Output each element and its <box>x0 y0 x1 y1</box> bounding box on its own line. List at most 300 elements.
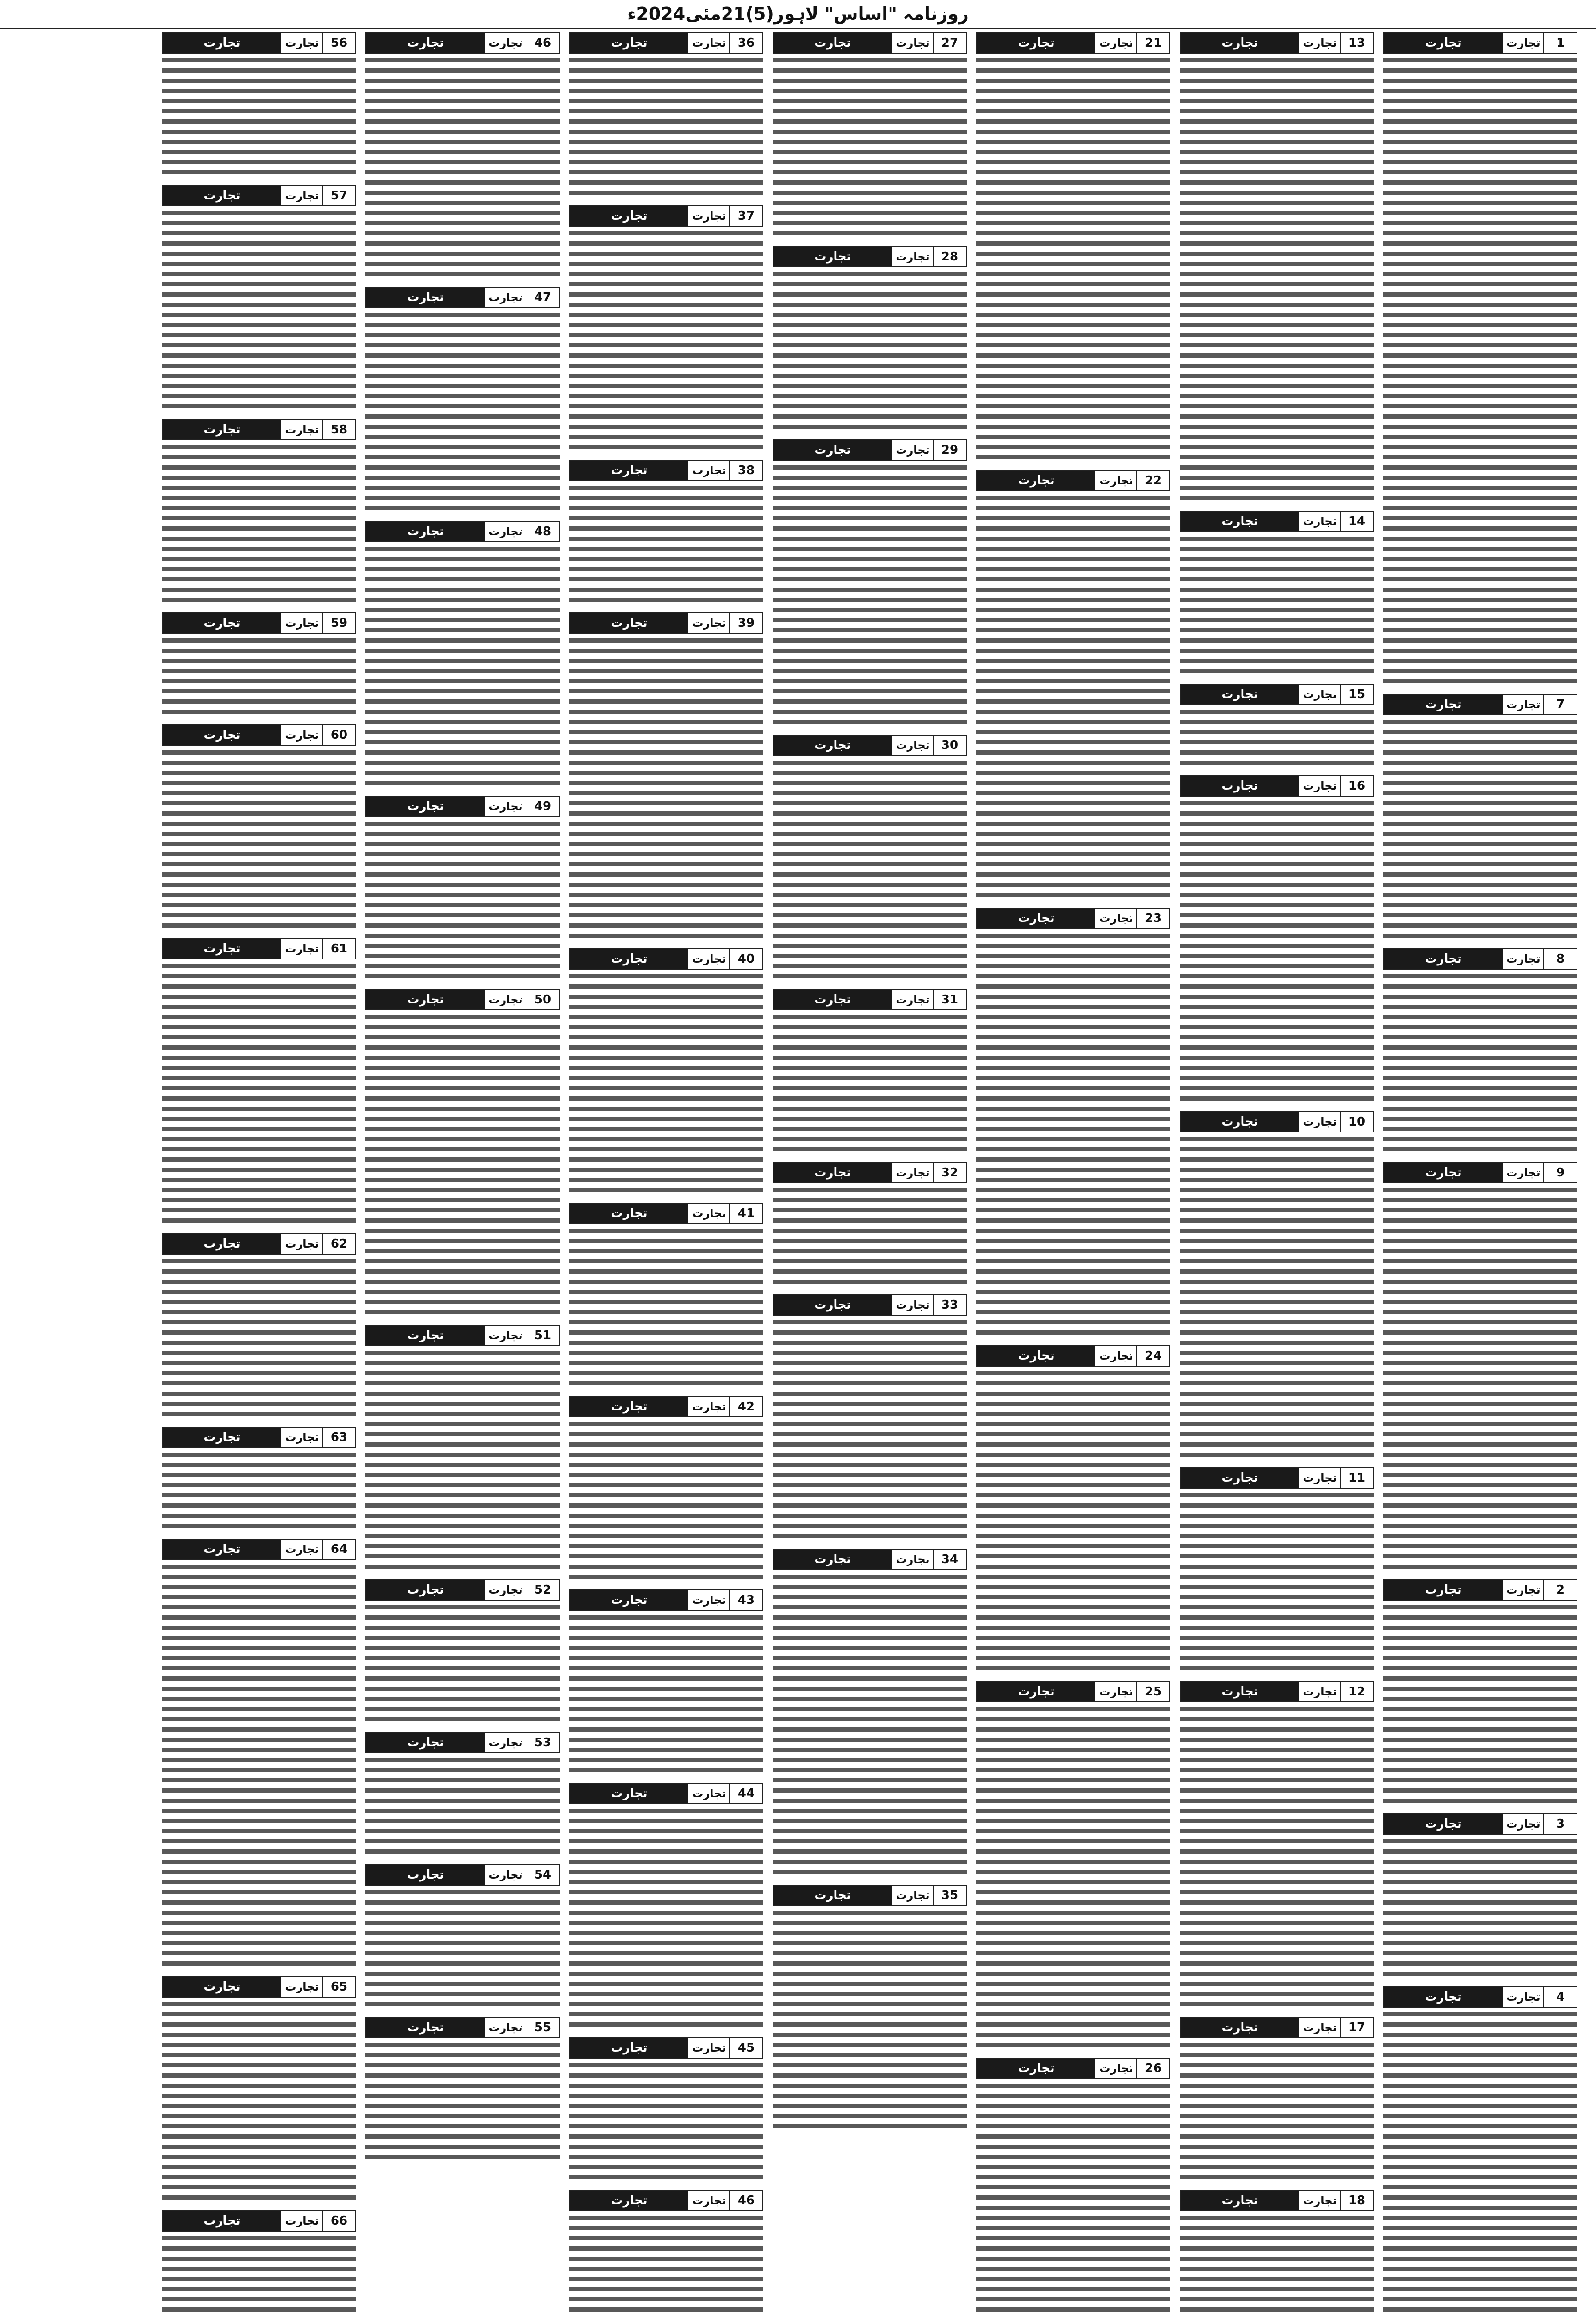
notice-number: 26 <box>1136 2059 1169 2078</box>
notice-article <box>1383 1986 1577 2313</box>
notice-article <box>1383 1162 1577 1573</box>
notice-label: تجارت <box>896 444 930 457</box>
notice-body-text <box>1383 718 1577 942</box>
notice-article <box>365 32 560 280</box>
notice-number: 61 <box>322 939 355 959</box>
notice-label: تجارت <box>489 1329 523 1342</box>
notice-title-bar <box>1181 2191 1299 2210</box>
notice-header <box>1383 32 1577 54</box>
notice-article <box>773 989 967 1156</box>
notice-number: 11 <box>1340 1468 1373 1488</box>
notice-header <box>569 612 763 634</box>
notice-number: 1 <box>1543 33 1577 53</box>
notice-title-bar <box>163 1234 281 1254</box>
notice-number: 22 <box>1136 471 1169 490</box>
notice-label: تجارت <box>896 250 930 263</box>
notice-title-bar <box>570 461 688 480</box>
notice-number: 56 <box>322 33 355 53</box>
notice-title: تجارت <box>204 1980 241 1994</box>
notice-header <box>162 185 356 206</box>
notice-header <box>1180 2017 1374 2038</box>
notice-label: تجارت <box>1303 1472 1337 1484</box>
notice-title: تجارت <box>1221 36 1258 50</box>
notice-article <box>569 205 763 453</box>
notice-header <box>1383 694 1577 715</box>
notice-title-bar <box>366 797 485 816</box>
notice-header <box>773 989 967 1010</box>
notice-number: 46 <box>526 33 559 53</box>
notice-article <box>162 419 356 606</box>
notice-label: تجارت <box>692 2194 726 2207</box>
notice-article <box>365 1325 560 1573</box>
notice-label: تجارت <box>1506 1991 1540 2004</box>
notice-title: تجارت <box>1221 1115 1258 1129</box>
notice-article <box>569 460 763 606</box>
notice-article <box>1180 511 1374 677</box>
notice-article <box>773 32 967 240</box>
notice-body-text <box>1383 972 1577 1156</box>
notice-header <box>365 989 560 1010</box>
notice-title: تجارت <box>407 799 444 813</box>
notice-title: تجارت <box>204 728 241 742</box>
notice-header <box>569 205 763 227</box>
notice-title-bar <box>366 990 485 1009</box>
notice-body-text <box>773 464 967 728</box>
notice-label: تجارت <box>285 423 319 436</box>
notice-article <box>773 1162 967 1288</box>
notice-title: تجارت <box>407 36 444 50</box>
notice-title: تجارت <box>1018 2061 1055 2075</box>
notice-body-text <box>773 1573 967 1878</box>
notice-title-bar <box>366 1733 485 1752</box>
notice-body-text <box>569 1420 763 1583</box>
masthead-title: روزنامہ "اساس" لاہور(5)21مئی2024ء <box>627 4 969 24</box>
notice-title: تجارت <box>814 1166 851 1180</box>
notice-article <box>773 439 967 728</box>
notice-title-bar <box>1384 1814 1503 1834</box>
notice-header <box>773 1294 967 1316</box>
notice-body-text <box>1180 1135 1374 1461</box>
notice-header <box>569 2037 763 2059</box>
masthead <box>0 0 1596 29</box>
notice-title-bar <box>366 288 485 307</box>
notice-number: 14 <box>1340 512 1373 531</box>
notice-title: تجارت <box>611 209 648 223</box>
notice-header <box>976 1681 1170 1702</box>
notice-article <box>365 1732 560 1858</box>
notice-label: تجارت <box>1303 1115 1337 1128</box>
column-1 <box>1383 32 1577 2313</box>
notice-header <box>773 1162 967 1183</box>
notice-title: تجارت <box>1221 2021 1258 2035</box>
notice-body-text <box>976 932 1170 1339</box>
notice-number: 64 <box>322 1540 355 1559</box>
notice-number: 60 <box>322 725 355 745</box>
notice-article <box>569 948 763 1196</box>
notice-number: 65 <box>322 1977 355 1997</box>
notice-article <box>976 2058 1170 2313</box>
notice-label: تجارت <box>285 2214 319 2227</box>
notice-article <box>162 612 356 718</box>
notice-body-text <box>162 443 356 606</box>
notice-article <box>365 2017 560 2163</box>
notice-label: تجارت <box>1303 2194 1337 2207</box>
notice-label: تجارت <box>1099 912 1133 925</box>
notice-label: تجارت <box>489 1736 523 1749</box>
notice-label: تجارت <box>285 729 319 742</box>
notice-title: تجارت <box>1221 514 1258 528</box>
notice-title-bar <box>570 33 688 53</box>
notice-title: تجارت <box>611 952 648 966</box>
notice-title-bar <box>570 206 688 226</box>
notice-title-bar <box>773 1886 892 1905</box>
notice-header <box>569 1396 763 1417</box>
notice-title: تجارت <box>611 2041 648 2055</box>
notice-header <box>162 612 356 634</box>
notice-title: تجارت <box>1425 1166 1462 1180</box>
notice-number: 62 <box>322 1234 355 1254</box>
notice-header <box>162 1233 356 1255</box>
notice-number: 44 <box>729 1784 762 1803</box>
notice-header <box>1383 1986 1577 2008</box>
notice-title-bar <box>773 440 892 460</box>
notice-title: تجارت <box>204 36 241 50</box>
notice-body-text <box>162 2000 356 2204</box>
notice-title: تجارت <box>1425 1817 1462 1831</box>
notice-body-text <box>1180 2041 1374 2183</box>
notice-article <box>1180 2017 1374 2183</box>
notice-number: 53 <box>526 1733 559 1752</box>
notice-title: تجارت <box>611 1206 648 1220</box>
notice-body-text <box>365 1349 560 1573</box>
notice-body-text <box>365 311 560 514</box>
notice-body-text <box>773 1013 967 1156</box>
notice-body-text <box>569 1227 763 1390</box>
notice-label: تجارت <box>692 1787 726 1800</box>
notice-article <box>1180 684 1374 769</box>
notice-article <box>162 185 356 413</box>
notice-label: تجارت <box>1099 1349 1133 1362</box>
notice-title: تجارت <box>1425 1990 1462 2004</box>
notice-title-bar <box>163 186 281 205</box>
notice-body-text <box>365 2041 560 2163</box>
notice-body-text <box>773 1186 967 1288</box>
notice-body-text <box>976 56 1170 464</box>
notice-article <box>569 1589 763 1776</box>
notice-label: تجارت <box>1099 1685 1133 1698</box>
column-6 <box>365 32 560 2313</box>
notice-number: 27 <box>933 33 966 53</box>
notice-header <box>365 2017 560 2038</box>
notice-header <box>162 2210 356 2232</box>
notice-header <box>976 470 1170 491</box>
notice-label: تجارت <box>896 993 930 1006</box>
notice-article <box>976 1681 1170 2051</box>
notice-label: تجارت <box>896 1889 930 1902</box>
notice-label: تجارت <box>896 1166 930 1179</box>
notice-label: تجارت <box>692 1400 726 1413</box>
notice-title-bar <box>977 909 1095 928</box>
notice-body-text <box>162 56 356 179</box>
notice-article <box>976 32 1170 464</box>
notice-header <box>569 2190 763 2211</box>
notice-body-text <box>569 972 763 1196</box>
notice-title: تجارت <box>204 1237 241 1251</box>
column-3 <box>976 32 1170 2313</box>
notice-title-bar <box>366 33 485 53</box>
notice-title: تجارت <box>814 738 851 752</box>
notice-body-text <box>569 637 763 942</box>
notice-label: تجارت <box>489 525 523 538</box>
notice-number: 47 <box>526 288 559 307</box>
notice-label: تجارت <box>896 739 930 752</box>
notice-title: تجارت <box>814 443 851 457</box>
notice-number: 3 <box>1543 1814 1577 1834</box>
notice-header <box>1180 2190 1374 2211</box>
notice-header <box>162 1539 356 1560</box>
notice-title-bar <box>570 2191 688 2210</box>
notice-body-text <box>569 2214 763 2313</box>
notice-article <box>365 287 560 514</box>
notice-body-text <box>1383 2010 1577 2313</box>
notice-header <box>365 1325 560 1346</box>
notice-title: تجارت <box>407 1868 444 1882</box>
notice-label: تجارت <box>692 1207 726 1220</box>
notice-number: 45 <box>729 2038 762 2058</box>
notice-title: تجارت <box>611 2194 648 2208</box>
notice-header <box>162 1427 356 1448</box>
notice-body-text <box>162 1257 356 1420</box>
notice-header <box>365 1732 560 1753</box>
notice-title-bar <box>163 725 281 745</box>
notice-title: تجارت <box>814 1888 851 1902</box>
notice-header <box>162 32 356 54</box>
notice-title: تجارت <box>1221 687 1258 701</box>
column-2 <box>1180 32 1374 2313</box>
notice-label: تجارت <box>1303 688 1337 701</box>
notice-title-bar <box>570 2038 688 2058</box>
notice-article <box>1383 694 1577 942</box>
notice-title: تجارت <box>1018 911 1055 925</box>
notice-label: تجارت <box>285 617 319 630</box>
notice-article <box>773 1294 967 1542</box>
notice-title: تجارت <box>1221 1471 1258 1485</box>
notice-title-bar <box>773 990 892 1009</box>
notice-number: 16 <box>1340 776 1373 796</box>
notice-header <box>1180 1467 1374 1489</box>
notice-header <box>1383 1579 1577 1601</box>
notice-number: 57 <box>322 186 355 205</box>
notice-label: تجارت <box>285 942 319 955</box>
notice-number: 63 <box>322 1428 355 1447</box>
notice-number: 43 <box>729 1590 762 1610</box>
notice-body-text <box>1180 1491 1374 1675</box>
notice-header <box>365 1864 560 1886</box>
notice-article <box>1383 32 1577 687</box>
notice-article <box>976 908 1170 1339</box>
notice-article <box>569 1783 763 2031</box>
notice-header <box>1383 1813 1577 1835</box>
column-4 <box>773 32 967 2313</box>
notice-title: تجارت <box>204 616 241 630</box>
notice-header <box>1383 948 1577 970</box>
notice-body-text <box>569 1614 763 1776</box>
notice-header <box>365 1579 560 1601</box>
notice-number: 9 <box>1543 1163 1577 1182</box>
notice-title: تجارت <box>1018 1685 1055 1699</box>
notice-label: تجارت <box>692 37 726 49</box>
notice-number: 40 <box>729 949 762 969</box>
notice-article <box>1180 2190 1374 2313</box>
notice-article <box>162 1233 356 1420</box>
notice-label: تجارت <box>1506 952 1540 965</box>
notice-body-text <box>1180 799 1374 1105</box>
notice-header <box>773 246 967 267</box>
notice-title-bar <box>977 2059 1095 2078</box>
notice-header <box>162 724 356 746</box>
notice-title: تجارت <box>407 1329 444 1342</box>
notice-number: 51 <box>526 1326 559 1345</box>
notice-number: 39 <box>729 613 762 633</box>
notice-body-text <box>1383 56 1577 687</box>
notice-label: تجارت <box>896 1299 930 1311</box>
notice-title-bar <box>570 1784 688 1803</box>
notice-number: 37 <box>729 206 762 226</box>
notice-body-text <box>1180 56 1374 504</box>
notice-label: تجارت <box>692 1594 726 1607</box>
notice-title-bar <box>1181 512 1299 531</box>
notice-number: 36 <box>729 33 762 53</box>
notice-article <box>365 1864 560 2010</box>
notice-label: تجارت <box>692 210 726 223</box>
notice-title-bar <box>773 736 892 755</box>
notice-label: تجارت <box>1303 779 1337 792</box>
notice-title-bar <box>163 1540 281 1559</box>
notice-title: تجارت <box>407 525 444 538</box>
notice-title: تجارت <box>204 1430 241 1444</box>
notice-article <box>162 32 356 179</box>
notice-label: تجارت <box>489 800 523 813</box>
notice-number: 59 <box>322 613 355 633</box>
notice-label: تجارت <box>692 952 726 965</box>
notice-title: تجارت <box>611 36 648 50</box>
notice-body-text <box>1180 1705 1374 2010</box>
notice-header <box>365 287 560 308</box>
notice-title: تجارت <box>814 250 851 264</box>
notice-header <box>1180 684 1374 705</box>
column-5 <box>569 32 763 2313</box>
notice-body-text <box>162 637 356 718</box>
notice-number: 52 <box>526 1580 559 1600</box>
notice-header <box>773 735 967 756</box>
notice-number: 48 <box>526 522 559 541</box>
notice-number: 50 <box>526 990 559 1009</box>
notice-header <box>976 908 1170 929</box>
notice-article <box>569 612 763 942</box>
notice-body-text <box>365 545 560 789</box>
notice-label: تجارت <box>285 1980 319 1993</box>
notice-title-bar <box>570 1204 688 1223</box>
notice-number: 8 <box>1543 949 1577 969</box>
notice-title: تجارت <box>1221 1685 1258 1699</box>
notice-title-bar <box>1181 1682 1299 1701</box>
notice-body-text <box>976 1705 1170 2051</box>
notice-title-bar <box>1384 1163 1503 1182</box>
notice-label: تجارت <box>285 37 319 49</box>
notice-article <box>569 2190 763 2313</box>
notice-header <box>976 1345 1170 1367</box>
notice-title-bar <box>570 613 688 633</box>
notice-label: تجارت <box>489 993 523 1006</box>
notice-article <box>365 521 560 789</box>
notice-header <box>365 521 560 542</box>
notice-body-text <box>569 1807 763 2031</box>
notice-title: تجارت <box>611 1787 648 1800</box>
notice-title-bar <box>1181 1468 1299 1488</box>
notice-header <box>1180 32 1374 54</box>
notice-title-bar <box>1384 949 1503 969</box>
notice-title-bar <box>773 33 892 53</box>
notice-body-text <box>773 1318 967 1542</box>
notice-body-text <box>1383 1186 1577 1573</box>
notice-header <box>976 32 1170 54</box>
notice-article <box>569 1396 763 1583</box>
notice-label: تجارت <box>285 189 319 202</box>
notice-article <box>1180 32 1374 504</box>
notice-article <box>773 1549 967 1878</box>
notice-number: 42 <box>729 1397 762 1416</box>
notice-article <box>773 1885 967 2133</box>
notice-article <box>162 938 356 1227</box>
notice-article <box>162 2210 356 2313</box>
notice-label: تجارت <box>1099 37 1133 49</box>
notice-body-text <box>1383 1603 1577 1807</box>
notice-body-text <box>773 1909 967 2133</box>
notice-title: تجارت <box>1425 698 1462 711</box>
notice-article <box>773 246 967 433</box>
notice-label: تجارت <box>1506 698 1540 711</box>
notice-header <box>1180 1681 1374 1702</box>
notice-number: 49 <box>526 797 559 816</box>
notice-label: تجارت <box>285 1543 319 1556</box>
notice-title: تجارت <box>407 1736 444 1750</box>
notice-title-bar <box>163 939 281 959</box>
notice-body-text <box>162 209 356 413</box>
notice-title: تجارت <box>1018 36 1055 50</box>
notice-label: تجارت <box>692 464 726 477</box>
notice-label: تجارت <box>1506 1166 1540 1179</box>
notice-label: تجارت <box>285 1237 319 1250</box>
notice-number: 2 <box>1543 1580 1577 1600</box>
notice-body-text <box>365 56 560 280</box>
notice-header <box>365 32 560 54</box>
notice-header <box>365 796 560 817</box>
notice-title-bar <box>366 1326 485 1345</box>
notice-label: تجارت <box>1506 1583 1540 1596</box>
notice-number: 29 <box>933 440 966 460</box>
notice-body-text <box>365 1013 560 1318</box>
notice-label: تجارت <box>489 1583 523 1596</box>
notice-article <box>1180 1111 1374 1461</box>
notice-title: تجارت <box>611 1593 648 1607</box>
notice-body-text <box>1383 1837 1577 1980</box>
notice-header <box>569 32 763 54</box>
notice-label: تجارت <box>1303 2021 1337 2034</box>
notice-title-bar <box>773 1163 892 1182</box>
notice-title: تجارت <box>1221 2194 1258 2208</box>
notice-article <box>1180 1467 1374 1675</box>
notice-title-bar <box>163 613 281 633</box>
